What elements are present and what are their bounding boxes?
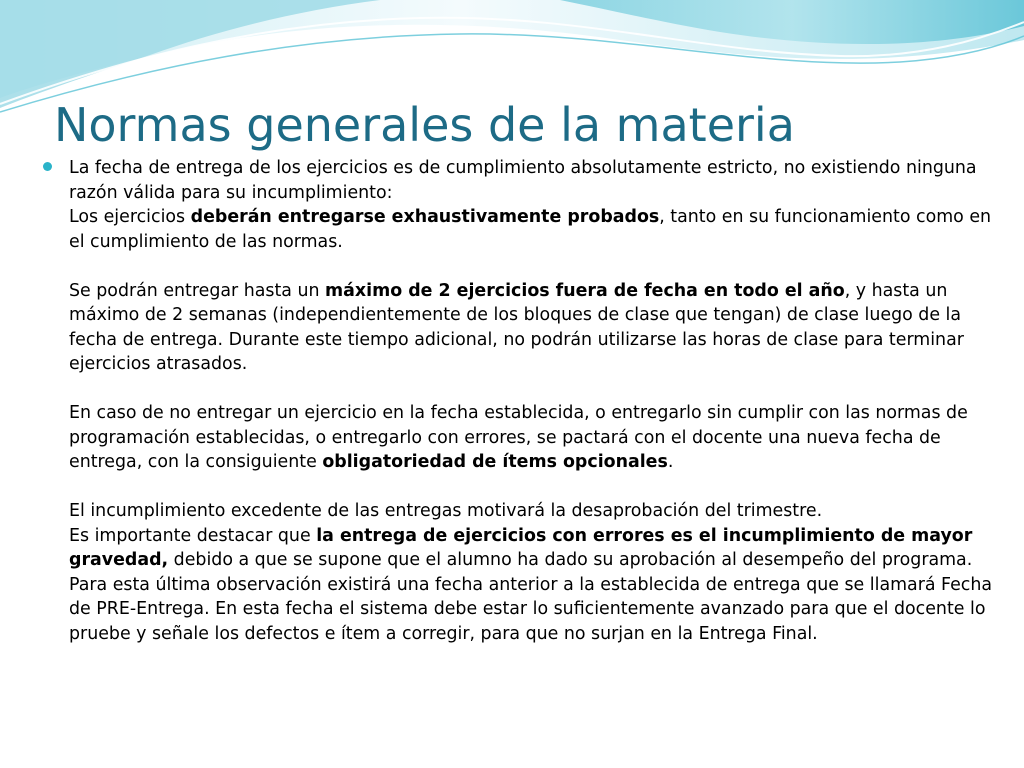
tested-pre: Los ejercicios xyxy=(69,207,191,227)
severity-pre: Es importante destacar que xyxy=(69,525,317,546)
paragraph-consequences xyxy=(69,499,993,646)
late-limit-pre: Se podrán entregar hasta un xyxy=(69,280,326,301)
failure-text: El incumplimiento excedente de las entregas motivará la desaprobación del trimestre. xyxy=(69,501,823,521)
slide-title: Normas generales de la materia xyxy=(54,98,795,152)
bullet-dot-icon xyxy=(43,162,52,171)
paragraph-missed-delivery xyxy=(69,401,993,475)
severity-text xyxy=(69,524,993,573)
paragraph-late-limit xyxy=(69,279,993,377)
late-limit-post: , y hasta un máximo de 2 semanas (independientemente de los bloques de clase que tengan) de clase luego de la fecha de entrega. Durante este tiempo adicional, no podrán utilizarse las horas de clase para terminar ejercicios atrasados. xyxy=(69,280,964,374)
pre-delivery-text: Para esta última observación existirá una fecha anterior a la establecida de entrega que se llamará Fecha de PRE-Entrega. En esta fecha el sistema debe estar lo suficientemente avanzado para que el docente lo pruebe y señale los defectos e ítem a corregir, para que no surjan en la Entrega Final. xyxy=(69,574,993,644)
severity-bold: la entrega de ejercicios con errores es el incumplimiento de mayor gravedad, xyxy=(69,525,973,570)
severity-post: debido a que se supone que el alumno ha dado su aprobación al desempeño del programa. xyxy=(168,550,973,570)
late-limit-bold: máximo de 2 ejercicios fuera de fecha en todo el año xyxy=(325,280,845,301)
bullet-item xyxy=(43,156,993,646)
paragraph-deadline xyxy=(69,156,993,254)
missed-delivery-bold: obligatoriedad de ítems opcionales xyxy=(322,452,668,472)
tested-text xyxy=(69,205,993,254)
slide-content xyxy=(43,156,993,646)
tested-bold: deberán entregarse exhaustivamente probados xyxy=(190,207,660,227)
tested-post: , tanto en su funcionamiento como en el cumplimiento de las normas. xyxy=(69,207,992,252)
missed-delivery-post: . xyxy=(667,452,674,472)
deadline-text: La fecha de entrega de los ejercicios es de cumplimiento absolutamente estricto, no existiendo ninguna razón válida para su incumplimiento: xyxy=(69,158,977,203)
missed-delivery-pre: En caso de no entregar un ejercicio en la fecha establecida, o entregarlo sin cumplir con las normas de programación establecidas, o entregarlo con errores, se pactará con el docente una nueva fecha de entrega, con la consiguiente xyxy=(69,403,968,472)
